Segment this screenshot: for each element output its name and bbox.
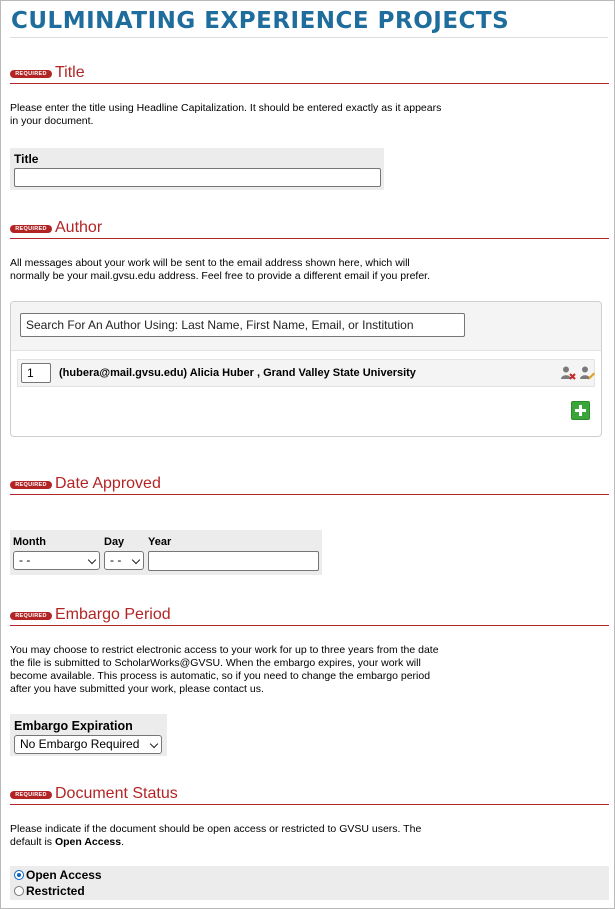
status-description-end: . [121,836,125,848]
status-section-heading: Document Status [55,785,178,802]
restricted-label: Restricted [26,884,85,898]
embargo-section-heading: Embargo Period [55,606,171,623]
year-input[interactable] [148,551,319,571]
status-option-restricted[interactable] [14,884,85,898]
required-badge: REQUIRED [10,791,52,799]
date-field-box [10,530,322,575]
author-entry: (hubera@mail.gvsu.edu) Alicia Huber , Grand Valley State University [59,367,416,379]
month-label: Month [13,536,46,548]
embargo-field-label: Embargo Expiration [14,719,133,733]
year-label: Year [148,536,172,548]
chevron-down-icon [132,556,140,564]
author-search-input[interactable] [20,313,465,337]
embargo-select[interactable] [14,735,162,754]
status-description-text: Please indicate if the document should be open access or restricted to GVSU users. The default is [10,823,422,848]
author-description: All messages about your work will be sent to the email address shown here, which will normally be your mail.gvsu.edu address. Feel free to provide a different email if you prefer. [10,257,431,282]
title-input[interactable] [14,168,381,187]
required-badge: REQUIRED [10,70,52,78]
author-section-header [10,219,609,239]
status-description [10,823,450,849]
day-label: Day [104,536,125,548]
author-row [17,359,595,387]
date-section-header [10,475,609,495]
required-badge: REQUIRED [10,225,52,233]
required-badge: REQUIRED [10,481,52,489]
embargo-value: No Embargo Required [20,737,140,751]
day-value: - - [110,553,122,567]
date-section-heading: Date Approved [55,475,161,492]
title-field-label: Title [14,152,39,166]
title-description: Please enter the title using Headline Capitalization. It should be entered exactly as it appears in your document. [10,102,442,127]
remove-author-icon[interactable] [560,365,576,381]
open-access-label: Open Access [26,868,102,882]
author-panel [10,301,602,437]
title-section-heading: Title [55,64,85,81]
embargo-field-box [10,714,167,756]
add-author-button[interactable] [571,401,590,420]
edit-author-icon[interactable] [579,365,595,381]
title-divider [10,37,608,38]
radio-unselected-icon[interactable] [14,886,24,896]
author-section-heading: Author [55,219,103,236]
status-option-open-access[interactable] [14,868,102,882]
author-order-input[interactable] [21,363,51,383]
month-select[interactable] [13,551,100,570]
embargo-description: You may choose to restrict electronic access to your work for up to three years from the date the file is submitted to ScholarWorks@GVSU. When the embargo expires, your work will become available. This process is automatic, so if you need to change the embargo period after you have submitted your work, please contact us. [10,644,439,695]
chevron-down-icon [88,556,96,564]
status-description-default: Open Access [54,836,122,848]
status-section-header [10,785,609,805]
month-value: - - [19,553,31,567]
chevron-down-icon [150,740,158,748]
required-badge: REQUIRED [10,612,52,620]
embargo-section-header [10,606,609,626]
day-select[interactable] [104,551,144,570]
title-field-box [10,148,384,190]
radio-selected-icon[interactable] [14,870,24,880]
page-title: CULMINATING EXPERIENCE PROJECTS [11,8,510,34]
title-section-header [10,64,609,84]
